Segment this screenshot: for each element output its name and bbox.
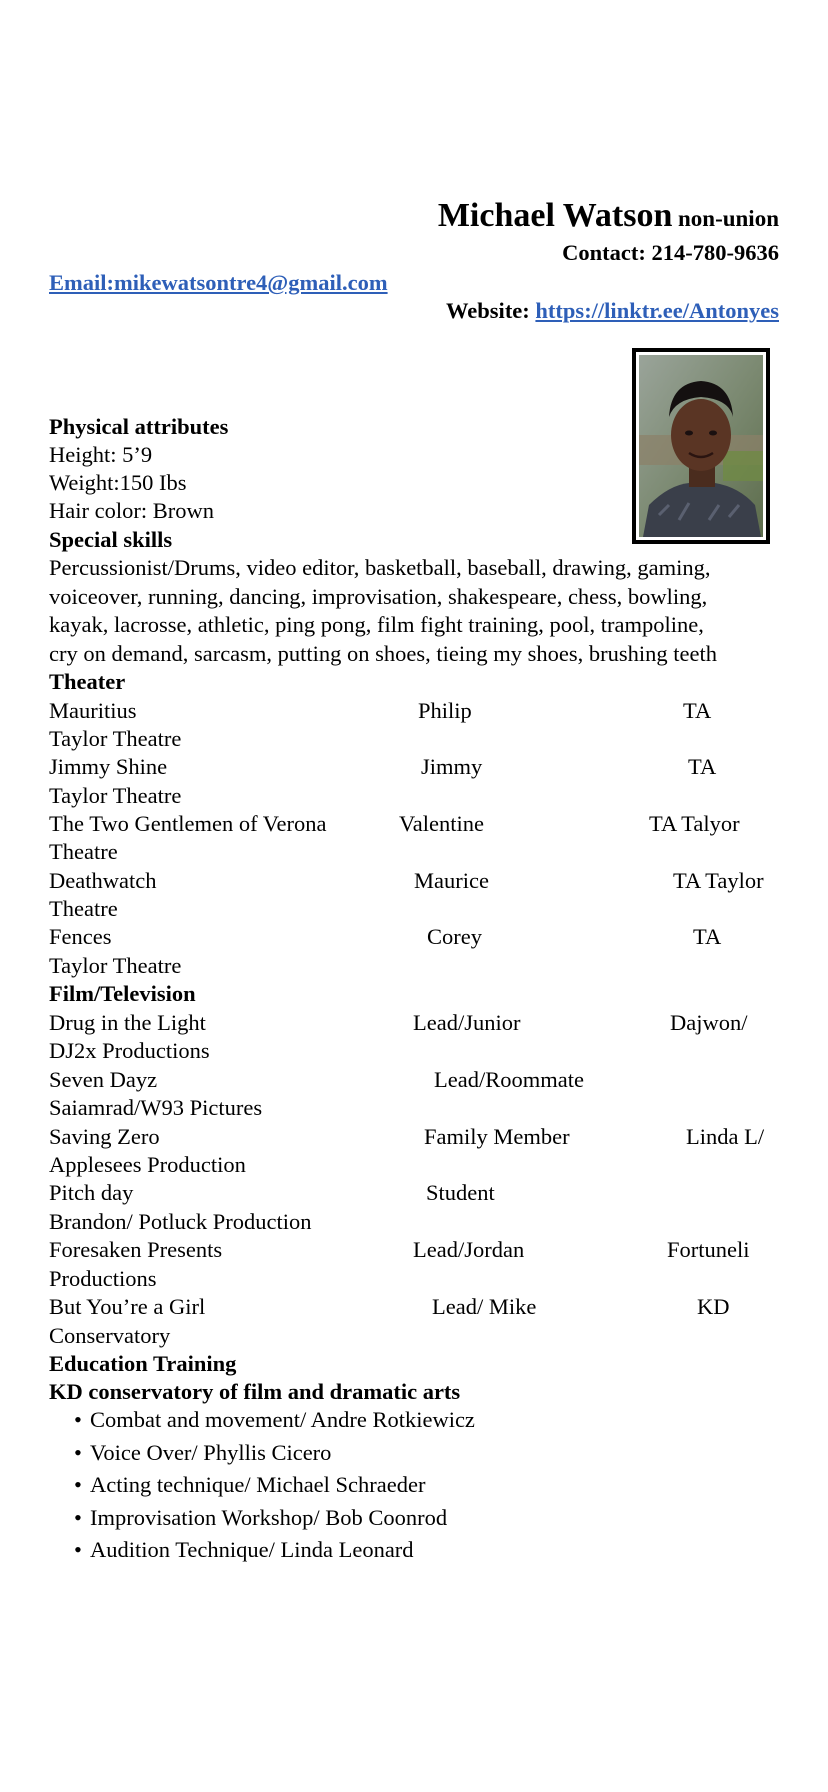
- credit-title: Seven Dayz: [49, 1067, 158, 1092]
- theater-credit-row: [0, 753, 828, 781]
- film-credit-row: [0, 1009, 828, 1037]
- credit-company: TA: [693, 924, 722, 949]
- list-item: [74, 1502, 475, 1535]
- bullet-icon: •: [74, 1407, 82, 1432]
- credit-company-continued: Taylor Theatre: [49, 953, 182, 978]
- film-credit-row: [0, 1179, 828, 1207]
- training-item: Combat and movement/ Andre Rotkiewicz: [90, 1407, 475, 1432]
- credit-role: Lead/Roommate: [434, 1067, 584, 1092]
- training-item: Acting technique/ Michael Schraeder: [90, 1472, 426, 1497]
- website-label: Website:: [446, 298, 530, 323]
- skills-line: voiceover, running, dancing, improvisation, shakespeare, chess, bowling,: [49, 584, 708, 609]
- credit-title: Pitch day: [49, 1180, 134, 1205]
- website-line: [446, 296, 779, 326]
- training-item: Voice Over/ Phyllis Cicero: [90, 1439, 332, 1465]
- credit-role: Family Member: [424, 1124, 570, 1149]
- credit-company: TA: [683, 698, 712, 723]
- credit-company-continued: Theatre: [49, 896, 118, 921]
- credit-title: Mauritius: [49, 698, 137, 723]
- credit-company-continued: Conservatory: [49, 1323, 171, 1348]
- credit-company: KD: [697, 1294, 730, 1319]
- film-credit-row: [0, 1123, 828, 1151]
- skills-line: cry on demand, sarcasm, putting on shoes, tieing my shoes, brushing teeth: [49, 641, 718, 666]
- union-status: non-union: [677, 206, 779, 231]
- theater-credit-row: [0, 923, 828, 951]
- bullet-icon: •: [74, 1439, 82, 1465]
- credit-role: Lead/Jordan: [413, 1237, 525, 1262]
- credit-company-continued: Applesees Production: [49, 1152, 246, 1177]
- film-credit-row: [0, 1236, 828, 1264]
- email-link[interactable]: Email:mikewatsontre4@gmail.com: [49, 270, 388, 295]
- skills-line: Percussionist/Drums, video editor, basketball, baseball, drawing, gaming,: [49, 555, 711, 580]
- theater-credit-row: [0, 697, 828, 725]
- film-credit-row: [0, 1066, 828, 1094]
- education-heading: Education Training: [49, 1351, 237, 1376]
- credit-role: Student: [426, 1180, 495, 1205]
- headshot-illustration: [639, 355, 763, 537]
- credit-company-continued: DJ2x Productions: [49, 1038, 210, 1063]
- bullet-icon: •: [74, 1472, 82, 1497]
- credit-title: Foresaken Presents: [49, 1237, 223, 1262]
- credit-company: TA Talyor: [649, 811, 740, 836]
- training-item: Audition Technique/ Linda Leonard: [90, 1537, 414, 1562]
- skills-heading: Special skills: [49, 527, 173, 552]
- theater-credit-row: [0, 810, 828, 838]
- list-item: [74, 1437, 475, 1470]
- credit-company-continued: Saiamrad/W93 Pictures: [49, 1095, 263, 1120]
- credit-company: Dajwon/: [670, 1010, 748, 1035]
- credit-role: Corey: [427, 924, 482, 949]
- film-heading: Film/Television: [49, 981, 196, 1006]
- credit-company-continued: Taylor Theatre: [49, 726, 182, 751]
- film-credit-row: [0, 1293, 828, 1321]
- credit-company-continued: Taylor Theatre: [49, 783, 182, 808]
- credit-role: Philip: [418, 698, 472, 723]
- headshot-photo: [632, 348, 770, 544]
- website-link[interactable]: https://linktr.ee/Antonyes: [535, 298, 779, 323]
- theater-credit-row: [0, 867, 828, 895]
- credit-company-continued: Theatre: [49, 839, 118, 864]
- credit-title: But You’re a Girl: [49, 1294, 206, 1319]
- credit-title: Drug in the Light: [49, 1010, 206, 1035]
- credit-role: Valentine: [399, 811, 484, 836]
- credit-company: Fortuneli: [667, 1237, 750, 1262]
- height-value: Height: 5’9: [49, 442, 153, 467]
- skills-line: kayak, lacrosse, athletic, ping pong, film fight training, pool, trampoline,: [49, 612, 704, 637]
- credit-title: Jimmy Shine: [49, 754, 168, 779]
- credit-title: Deathwatch: [49, 868, 157, 893]
- credit-title: Saving Zero: [49, 1124, 160, 1149]
- credit-role: Lead/ Mike: [432, 1294, 537, 1319]
- list-item: [74, 1534, 475, 1567]
- credit-company-continued: Productions: [49, 1266, 157, 1291]
- credit-company-continued: Brandon/ Potluck Production: [49, 1209, 312, 1234]
- header-name-line: [438, 196, 779, 239]
- hair-value: Hair color: Brown: [49, 498, 214, 523]
- physical-heading: Physical attributes: [49, 414, 229, 439]
- school-name: KD conservatory of film and dramatic arts: [49, 1379, 461, 1404]
- credit-company: TA: [688, 754, 717, 779]
- credit-title: Fences: [49, 924, 112, 949]
- credit-company: Linda L/: [686, 1124, 765, 1149]
- training-list: [74, 1404, 475, 1567]
- theater-heading: Theater: [49, 669, 126, 694]
- bullet-icon: •: [74, 1537, 82, 1562]
- contact-phone: Contact: 214-780-9636: [562, 240, 779, 265]
- credit-role: Jimmy: [421, 754, 483, 779]
- credit-company: TA Taylor: [673, 868, 764, 893]
- list-item: [74, 1404, 475, 1437]
- credit-role: Lead/Junior: [413, 1010, 521, 1035]
- actor-name: Michael Watson: [437, 197, 673, 234]
- list-item: [74, 1469, 475, 1502]
- credit-title: The Two Gentlemen of Verona: [49, 811, 327, 836]
- weight-value: Weight:150 Ibs: [49, 470, 187, 495]
- credit-role: Maurice: [414, 868, 489, 893]
- training-item: Improvisation Workshop/ Bob Coonrod: [90, 1504, 448, 1530]
- bullet-icon: •: [74, 1504, 82, 1530]
